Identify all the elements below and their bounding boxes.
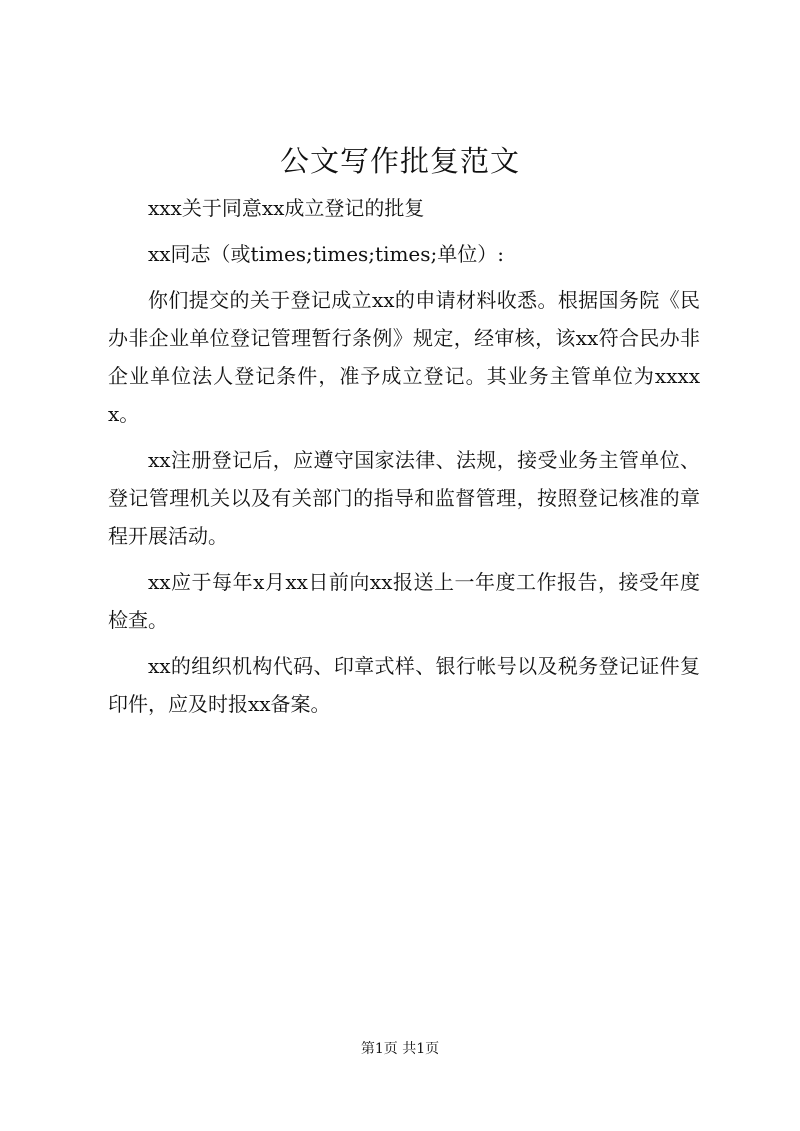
paragraph-subject: xxx关于同意xx成立登记的批复: [148, 196, 425, 220]
paragraph-salutation: xx同志（或times;times;times;单位）:: [148, 242, 505, 266]
page-number-footer: 第1页 共1页: [360, 1041, 440, 1057]
paragraph-body-4: xx的组织机构代码、印章式样、银行帐号以及税务登记证件复印件，应及时报xx备案。: [108, 654, 700, 716]
document-title: 公文写作批复范文: [279, 144, 520, 178]
paragraph-body-3: xx应于每年x月xx日前向xx报送上一年度工作报告，接受年度检查。: [108, 570, 700, 632]
document-body: [108, 189, 700, 731]
paragraph-body-1: 你们提交的关于登记成立xx的申请材料收悉。根据国务院《民办非企业单位登记管理暂行条例》规定，经审核，该xx符合民办非企业单位法人登记条件，准予成立登记。其业务主管单位为xxxxx。: [108, 288, 700, 426]
paragraph-body-2: xx注册登记后，应遵守国家法律、法规，接受业务主管单位、登记管理机关以及有关部门的指导和监督管理，按照登记核准的章程开展活动。: [108, 448, 700, 548]
